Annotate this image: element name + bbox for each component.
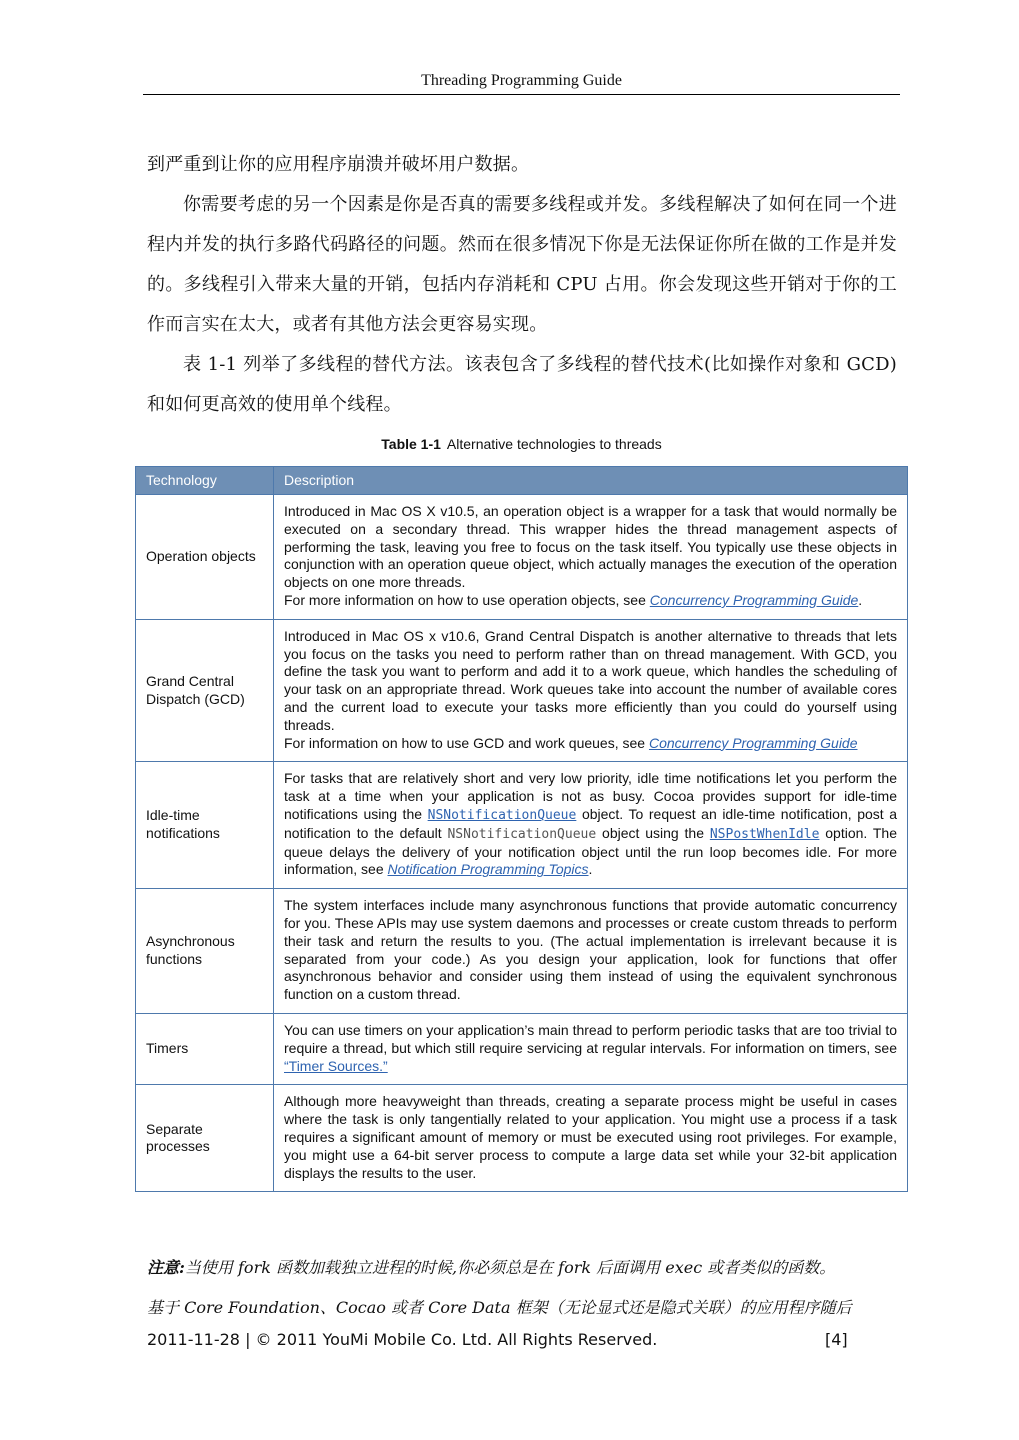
alternatives-table <box>135 466 908 1192</box>
tech-cell: Timers <box>136 1013 274 1084</box>
desc-cell <box>274 495 908 620</box>
table-caption-label: Table 1-1 <box>381 436 441 452</box>
desc-text <box>284 770 897 879</box>
body-text <box>147 145 897 425</box>
desc-text: The system interfaces include many asynchronous functions that provide automatic concurrency for you. These APIs may use system daemons and processes or create custom threads to perform their task and return the results to you. (The actual implementation is irrelevant because it is separated from your code.) As you design your application, look for functions that offer asynchronous behavior and consider using them instead of using the equivalent synchronous function on a custom thread. <box>284 897 897 1003</box>
desc-part: You can use timers on your application’s main thread to perform periodic tasks that are too trivial to require a thread, but which still require servicing at regular intervals. For information on timers, see <box>284 1021 897 1056</box>
desc-more <box>284 735 897 753</box>
link-concurrency-guide[interactable]: Concurrency Programming Guide <box>648 734 858 751</box>
page-footer: 2011-11-28 | © 2011 YouMi Mobile Co. Ltd. All Rights Reserved. <box>147 1330 658 1349</box>
paragraph-3: 表 1-1 列举了多线程的替代方法。该表包含了多线程的替代技术(比如操作对象和 GCD)和如何更高效的使用单个线程。 <box>147 354 897 415</box>
desc-text: Introduced in Mac OS x v10.6, Grand Central Dispatch is another alternative to threads that lets you focus on the tasks you need to perform rather than on thread management. With GCD, you define the task you want to perform and add it to a work queue, which handles the scheduling of your task on an appropriate thread. Work queues take into account the number of available cores and the current load to execute your tasks more efficiently than you could do yourself using threads. <box>284 627 897 733</box>
table-row <box>136 1085 908 1192</box>
table-caption-text: Alternative technologies to threads <box>446 436 662 452</box>
desc-period: . <box>588 861 593 878</box>
desc-cell <box>274 889 908 1014</box>
table-row <box>136 495 908 620</box>
desc-part: object using the <box>602 824 704 841</box>
tech-cell: Operation objects <box>136 495 274 620</box>
code-link-nsnotificationqueue[interactable]: NSNotificationQueue <box>427 807 577 823</box>
page-header <box>143 72 900 95</box>
note-block <box>147 1248 897 1328</box>
desc-cell <box>274 619 908 762</box>
desc-more-text: For more information on how to use operation objects, see <box>284 591 646 608</box>
paragraph-1: 到严重到让你的应用程序崩溃并破坏用户数据。 <box>147 154 530 175</box>
desc-part: object. To request an idle-time notification, post a notification to the default <box>284 805 898 841</box>
code-nsnotificationqueue: NSNotificationQueue <box>447 826 597 842</box>
table-row <box>136 762 908 889</box>
desc-part: option. The queue delays the delivery of your notification object until the run loop becomes idle. For more information, see <box>284 824 898 878</box>
desc-period: . <box>858 591 863 608</box>
header-description: Description <box>274 467 908 495</box>
tech-cell: Asynchronous functions <box>136 889 274 1014</box>
desc-text: Introduced in Mac OS X v10.5, an operation object is a wrapper for a task that would normally be executed on a secondary thread. This wrapper hides the thread management aspects of performing the task, leaving you free to focus on the task itself. You typically use these objects in conjunction with an operation queue object, which actually manages the execution of the operation objects on one more threads. <box>284 503 897 591</box>
desc-cell <box>274 762 908 889</box>
table-row <box>136 619 908 762</box>
tech-cell: Grand Central Dispatch (GCD) <box>136 619 274 762</box>
note-line-2: 基于 Core Foundation、Cocao 或者 Core Data 框架（无论显式还是隐式关联）的应用程序随后 <box>147 1298 852 1317</box>
table-row <box>136 1013 908 1084</box>
header-title: Threading Programming Guide <box>421 72 622 89</box>
desc-more <box>284 592 897 610</box>
desc-part: For tasks that are relatively short and very low priority, idle time notifications let you perform the task at a time when your application is not as busy. Cocoa provides support for idle-time notifications using the <box>284 770 897 822</box>
desc-text <box>284 1022 897 1075</box>
link-notification-topics[interactable]: Notification Programming Topics <box>387 861 589 878</box>
note-label: 注意: <box>147 1258 185 1277</box>
link-concurrency-guide[interactable]: Concurrency Programming Guide <box>649 591 859 608</box>
page-number: [4] <box>825 1330 848 1349</box>
table-header-row <box>136 467 908 495</box>
desc-more-text: For information on how to use GCD and work queues, see <box>284 734 646 751</box>
header-technology: Technology <box>136 467 274 495</box>
code-link-nspostwhenidle[interactable]: NSPostWhenIdle <box>709 826 820 842</box>
note-text-1: 当使用 fork 函数加载独立进程的时候,你必须总是在 fork 后面调用 exec 或者类似的函数。 <box>184 1258 836 1277</box>
paragraph-2: 你需要考虑的另一个因素是你是否真的需要多线程或并发。多线程解决了如何在同一个进程内并发的执行多路代码路径的问题。然而在很多情况下你是无法保证你所在做的工作是并发的。多线程引入带来大量的开销，包括内存消耗和 CPU 占用。你会发现这些开销对于你的工作而言实在太大，或者有其他方法会更容易实现。 <box>147 194 897 335</box>
tech-cell: Separate processes <box>136 1085 274 1192</box>
desc-cell <box>274 1085 908 1192</box>
table-caption <box>135 436 908 452</box>
link-timer-sources[interactable]: “Timer Sources.” <box>284 1057 388 1074</box>
desc-text: Although more heavyweight than threads, creating a separate process might be useful in cases where the task is only tangentially related to your application. You might use a process if a task requires a significant amount of memory or must be executed using root privileges. For example, you might use a 64-bit server process to compute a large data set while your 32-bit application displays the results to the user. <box>284 1093 897 1181</box>
desc-cell <box>274 1013 908 1084</box>
note-line-1 <box>147 1248 897 1288</box>
table-row <box>136 889 908 1014</box>
tech-cell: Idle-time notifications <box>136 762 274 889</box>
